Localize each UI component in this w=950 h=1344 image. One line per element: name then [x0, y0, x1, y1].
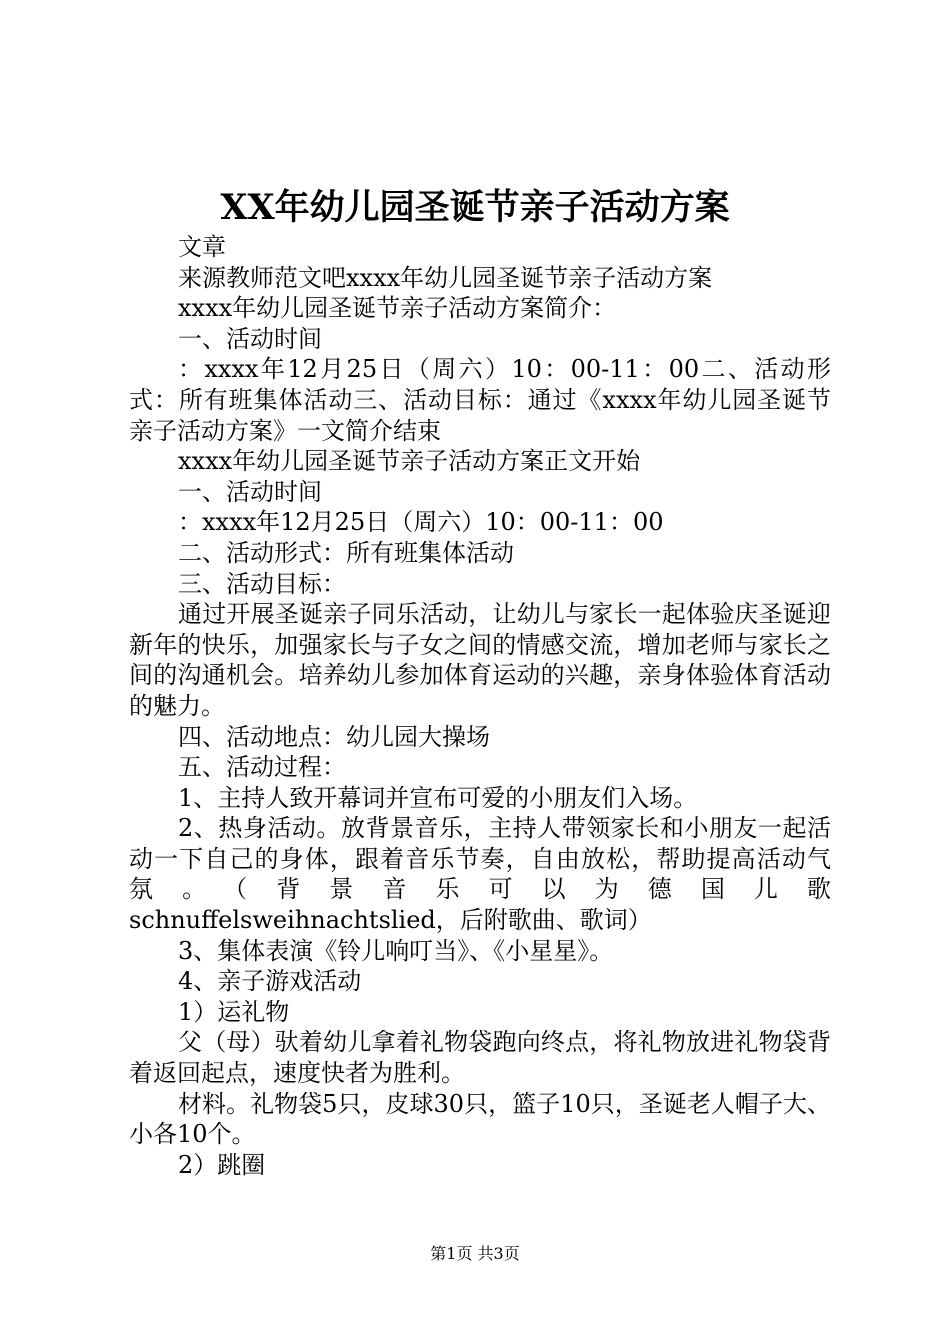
paragraph: 2）跳圈: [178, 1150, 266, 1179]
paragraph: ：xxxx年12月25日（周六）10：00-11：00二、活动形式：所有班集体活动三、活动目标：通过《xxxx年幼儿园圣诞节亲子活动方案》一文简介结束: [129, 355, 831, 445]
paragraph: 文章: [178, 233, 226, 261]
paragraph: 四、活动地点：幼儿园大操场: [178, 722, 490, 751]
paragraph: 一、活动时间: [178, 477, 322, 506]
paragraph: 三、活动目标：: [178, 569, 346, 598]
paragraph: xxxx年幼儿园圣诞节亲子活动方案正文开始: [178, 447, 641, 476]
paragraph: schnuffelsweihnachtslied，后附歌曲、歌词）: [129, 906, 652, 935]
paragraph: xxxx年幼儿园圣诞节亲子活动方案简介：: [178, 294, 617, 323]
paragraph: 1、主持人致开幕词并宣布可爱的小朋友们入场。: [178, 783, 698, 812]
paragraph: 父（母）驮着幼儿拿着礼物袋跑向终点，将礼物放进礼物袋背着返回起点，速度快者为胜利。: [129, 1028, 831, 1088]
paragraph: 二、活动形式：所有班集体活动: [178, 538, 514, 567]
paragraph: 来源教师范文吧xxxx年幼儿园圣诞节亲子活动方案: [178, 263, 713, 292]
paragraph: ：xxxx年12月25日（周六）10：00-11：00: [178, 508, 664, 537]
paragraph: 五、活动过程：: [178, 753, 346, 782]
paragraph: 3、集体表演《铃儿响叮当》、《小星星》。: [178, 936, 614, 965]
paragraph: 1）运礼物: [178, 997, 290, 1026]
paragraph: 一、活动时间: [178, 324, 322, 353]
document-title: XX年幼儿园圣诞节亲子活动方案: [220, 187, 730, 228]
document-body: [129, 232, 831, 1180]
paragraph: 材料。礼物袋5只，皮球30只，篮子10只，圣诞老人帽子大、小各10个。: [129, 1089, 831, 1149]
paragraph: 4、亲子游戏活动: [178, 967, 362, 996]
paragraph: 通过开展圣诞亲子同乐活动，让幼儿与家长一起体验庆圣诞迎新年的快乐，加强家长与子女之间的情感交流，增加老师与家长之间的沟通机会。培养幼儿参加体育运动的兴趣，亲身体验体育活动的魅力。: [129, 600, 831, 720]
page-footer: 第1页 共3页: [430, 1244, 520, 1263]
paragraph: 2、热身活动。放背景音乐，主持人带领家长和小朋友一起活动一下自己的身体，跟着音乐节奏，自由放松，帮助提高活动气氛。（背景音乐可以为德国儿歌: [129, 814, 831, 904]
